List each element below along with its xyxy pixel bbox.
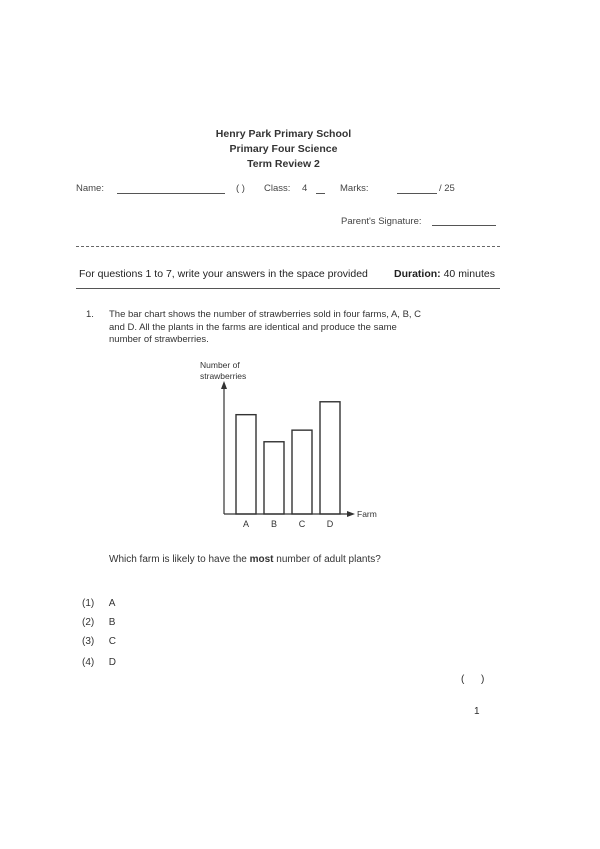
option-3[interactable]	[82, 631, 116, 649]
duration	[394, 268, 495, 280]
marks-total: / 25	[439, 183, 455, 194]
signature-label: Parent's Signature:	[341, 216, 422, 227]
class-field[interactable]	[316, 193, 325, 194]
signature-field[interactable]	[432, 225, 496, 226]
strawberry-bar-chart	[190, 355, 400, 535]
answer-bracket[interactable]: ( )	[461, 674, 485, 685]
option-3-number: (3)	[82, 636, 95, 647]
bar-a	[236, 415, 256, 514]
prompt-after: number of adult plants?	[273, 554, 381, 565]
question-number: 1.	[86, 309, 94, 320]
name-label: Name:	[76, 183, 104, 194]
x-axis-label: Farm	[357, 509, 377, 519]
option-4-value: D	[108, 657, 116, 668]
question-line-3: number of strawberries.	[109, 334, 209, 345]
x-tick-b: B	[270, 519, 278, 529]
x-axis-arrow	[347, 511, 355, 517]
question-line-1: The bar chart shows the number of strawberries sold in four farms, A, B, C	[109, 309, 422, 320]
duration-label: Duration:	[394, 268, 441, 280]
marks-field[interactable]	[397, 193, 437, 194]
prompt-emphasis: most	[249, 554, 274, 565]
name-field[interactable]	[117, 193, 225, 194]
option-3-value: C	[108, 636, 116, 647]
class-value: 4	[302, 183, 308, 194]
y-axis-label-line-1: Number of	[200, 360, 240, 370]
question-text	[109, 309, 469, 347]
marks-label: Marks:	[340, 183, 369, 194]
separator-top	[76, 246, 500, 247]
register-number-paren: ( )	[236, 183, 245, 194]
question-line-2: and D. All the plants in the farms are identical and produce the same	[109, 321, 397, 333]
option-4[interactable]	[82, 652, 116, 670]
duration-value: 40 minutes	[443, 268, 495, 280]
option-2[interactable]	[82, 612, 115, 630]
option-1-number: (1)	[82, 598, 95, 609]
page-number: 1	[474, 706, 480, 717]
school-name: Henry Park Primary School	[215, 128, 352, 140]
bar-d	[320, 402, 340, 514]
y-axis-arrow	[221, 381, 227, 389]
x-tick-a: A	[242, 519, 250, 529]
prompt-before: Which farm is likely to have the	[109, 554, 250, 565]
option-2-value: B	[108, 617, 116, 628]
x-tick-d: D	[326, 519, 334, 529]
y-axis-label-line-2: strawberries	[200, 371, 247, 381]
subject-title: Primary Four Science	[229, 143, 338, 155]
bar-b	[264, 442, 284, 514]
question-prompt	[109, 554, 381, 567]
x-tick-c: C	[298, 519, 306, 529]
bar-c	[292, 430, 312, 514]
test-title: Term Review 2	[247, 158, 320, 170]
separator-bottom	[76, 288, 500, 289]
instructions-text: For questions 1 to 7, write your answers in the space provided	[79, 268, 368, 280]
option-2-number: (2)	[82, 617, 95, 628]
class-label: Class:	[264, 183, 291, 194]
option-1[interactable]	[82, 593, 115, 611]
option-1-value: A	[108, 598, 116, 609]
option-4-number: (4)	[82, 657, 95, 668]
